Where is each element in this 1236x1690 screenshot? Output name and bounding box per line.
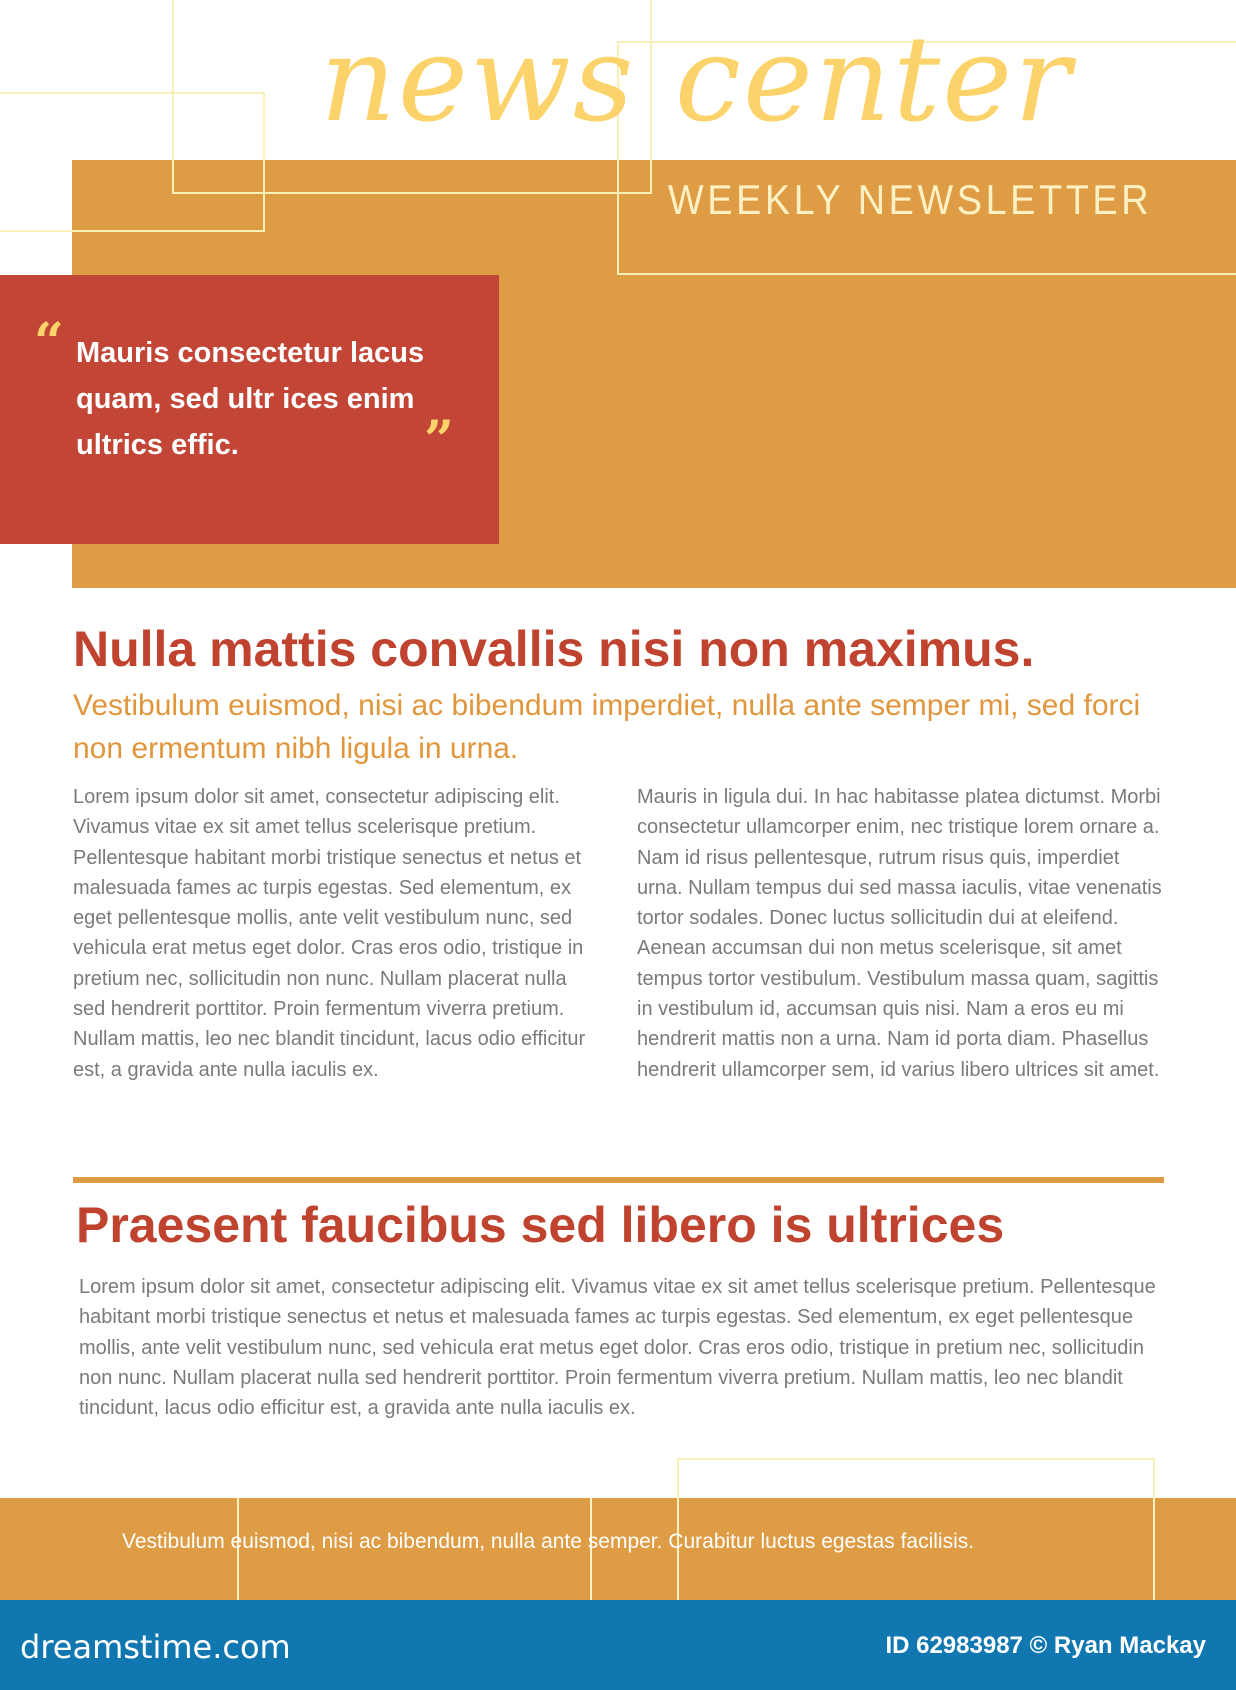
masthead-title: news center bbox=[320, 10, 1073, 148]
article-headline: Nulla mattis convallis nisi non maximus. bbox=[73, 621, 1035, 677]
article-column-left: Lorem ipsum dolor sit amet, consectetur adipiscing elit. Vivamus vitae ex sit amet tellus scelerisque pretium. Pellentesque habitant morbi tristique senectus et netus et malesuada fames ac turpis egestas. Sed elementum, ex eget pellentesque mollis, ante velit vestibulum nunc, sed vehicula erat metus eget dolor. Cras eros odio, tristique in pretium nec, sollicitudin non nunc. Nullam placerat nulla sed hendrerit porttitor. Proin fermentum viverra pretium. Nullam mattis, leo nec blandit tincidunt, lacus odio efficitur est, a gravida ante nulla iaculis ex. bbox=[73, 786, 586, 1081]
decorative-line bbox=[1153, 1498, 1155, 1600]
close-quote-icon: ” bbox=[424, 410, 454, 471]
image-credit: ID 62983987 © Ryan Mackay bbox=[885, 1632, 1206, 1659]
decorative-frame bbox=[0, 92, 265, 232]
footer-text: Vestibulum euismod, nisi ac bibendum, nulla ante semper. Curabitur luctus egestas facilisis. bbox=[122, 1530, 975, 1553]
article-column-right: Mauris in ligula dui. In hac habitasse platea dictumst. Morbi consectetur ullamcorper enim, nec tristique lorem ornare a. Nam id risus pellentesque, rutrum risus quis, imperdiet urna. Nullam tempus dui sed massa iaculis, vitae venenatis tortor sodales. Donec luctus sollicitudin dui at eleifend. Aenean accumsan dui non metus scelerisque, sit amet tempus tortor vestibulum. Vestibulum massa quam, sagittis in vestibulum id, accumsan quis nisi. Nam a eros eu mi hendrerit mattis non a urna. Nam id porta diam. Phasellus hendrerit ullamcorper sem, id varius libero ultrices sit amet. bbox=[637, 786, 1162, 1081]
watermark-logo: dreamstime.com bbox=[20, 1628, 291, 1666]
open-quote-icon: “ bbox=[34, 312, 64, 373]
section-divider bbox=[73, 1177, 1164, 1183]
masthead-subtitle: WEEKLY NEWSLETTER bbox=[668, 176, 1153, 223]
article-headline-2: Praesent faucibus sed libero is ultrices bbox=[76, 1197, 1005, 1253]
article-subheadline: Vestibulum euismod, nisi ac bibendum imperdiet, nulla ante semper mi, sed forci non ermentum nibh ligula in urna. bbox=[73, 689, 1141, 765]
article-body-2: Lorem ipsum dolor sit amet, consectetur adipiscing elit. Vivamus vitae ex sit amet tellus scelerisque pretium. Pellentesque habitant morbi tristique senectus et netus et malesuada fames ac turpis egestas. Sed elementum, ex eget pellentesque mollis, ante velit vestibulum nunc, sed vehicula erat metus eget dolor. Cras eros odio, tristique in pretium nec, sollicitudin non nunc. Nullam placerat nulla sed hendrerit porttitor. Proin fermentum viverra pretium. Nullam mattis, leo nec blandit tincidunt, lacus odio efficitur est, a gravida ante nulla iaculis ex. bbox=[79, 1276, 1156, 1420]
pull-quote-text: Mauris consectetur lacus quam, sed ultr ices enim ultrics effic. bbox=[76, 337, 425, 461]
